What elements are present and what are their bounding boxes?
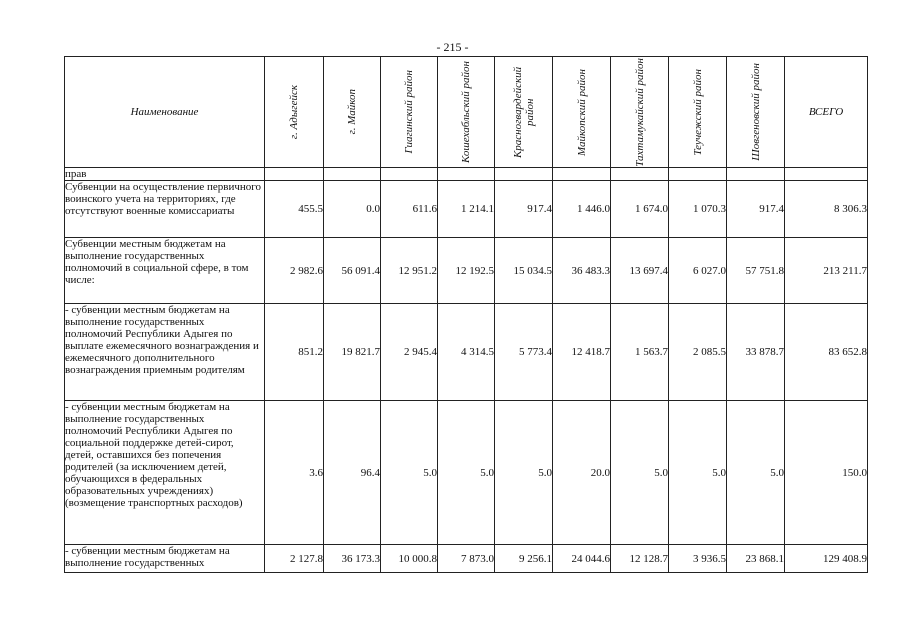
table-row	[65, 168, 868, 181]
row-name-cell: - субвенции местным бюджетам на выполнение государственных полномочий Республики Адыгея по социальной поддержке детей-сирот, детей, оставшихся без попечения родителей (за исключением детей, обучающихся в федеральных образовательных учреждениях) (возмещение транспортных расходов)	[65, 401, 265, 545]
value-cell: 611.6	[381, 181, 438, 238]
value-cell: 96.4	[324, 401, 381, 545]
value-cell: 12 951.2	[381, 238, 438, 304]
value-cell	[495, 168, 553, 181]
value-cell	[438, 168, 495, 181]
value-cell: 3 936.5	[669, 545, 727, 573]
value-cell: 12 192.5	[438, 238, 495, 304]
table-row	[65, 181, 868, 238]
row-name-cell: Субвенции на осуществление первичного воинского учета на территориях, где отсутствуют военные комиссариаты	[65, 181, 265, 238]
column-header: г. Майкоп	[324, 57, 381, 168]
total-value-cell: 8 306.3	[785, 181, 868, 238]
value-cell: 2 127.8	[265, 545, 324, 573]
row-name-cell: прав	[65, 168, 265, 181]
column-header: Кошехабльский район	[438, 57, 495, 168]
column-header: Тахтамукайский район	[611, 57, 669, 168]
value-cell: 5.0	[495, 401, 553, 545]
value-cell: 7 873.0	[438, 545, 495, 573]
value-cell: 4 314.5	[438, 304, 495, 401]
value-cell: 5.0	[669, 401, 727, 545]
value-cell: 56 091.4	[324, 238, 381, 304]
value-cell: 1 674.0	[611, 181, 669, 238]
total-value-cell: 150.0	[785, 401, 868, 545]
table-row	[65, 401, 868, 545]
total-column-header: ВСЕГО	[785, 57, 868, 168]
value-cell: 57 751.8	[727, 238, 785, 304]
value-cell: 0.0	[324, 181, 381, 238]
budget-table	[64, 56, 868, 573]
value-cell: 23 868.1	[727, 545, 785, 573]
header-row	[65, 57, 868, 168]
value-cell: 36 173.3	[324, 545, 381, 573]
table-row	[65, 238, 868, 304]
value-cell: 1 214.1	[438, 181, 495, 238]
value-cell: 5.0	[611, 401, 669, 545]
value-cell	[381, 168, 438, 181]
value-cell: 19 821.7	[324, 304, 381, 401]
value-cell	[324, 168, 381, 181]
value-cell: 1 070.3	[669, 181, 727, 238]
value-cell: 5.0	[727, 401, 785, 545]
value-cell: 851.2	[265, 304, 324, 401]
column-header: Майкопский район	[553, 57, 611, 168]
total-value-cell	[785, 168, 868, 181]
row-name-cell: - субвенции местным бюджетам на выполнение государственных	[65, 545, 265, 573]
value-cell: 5 773.4	[495, 304, 553, 401]
value-cell: 12 128.7	[611, 545, 669, 573]
name-column-header: Наименование	[65, 57, 265, 168]
table-row	[65, 545, 868, 573]
value-cell: 917.4	[727, 181, 785, 238]
value-cell: 10 000.8	[381, 545, 438, 573]
value-cell: 2 982.6	[265, 238, 324, 304]
column-header: Красногвардейский район	[495, 57, 553, 168]
value-cell: 455.5	[265, 181, 324, 238]
column-header: г. Адыгейск	[265, 57, 324, 168]
total-value-cell: 213 211.7	[785, 238, 868, 304]
total-value-cell: 129 408.9	[785, 545, 868, 573]
value-cell: 917.4	[495, 181, 553, 238]
value-cell: 13 697.4	[611, 238, 669, 304]
column-header: Шовгеновский район	[727, 57, 785, 168]
value-cell	[553, 168, 611, 181]
value-cell: 6 027.0	[669, 238, 727, 304]
column-header: Гиагинский район	[381, 57, 438, 168]
value-cell	[669, 168, 727, 181]
value-cell: 3.6	[265, 401, 324, 545]
value-cell: 2 945.4	[381, 304, 438, 401]
value-cell	[727, 168, 785, 181]
value-cell: 15 034.5	[495, 238, 553, 304]
value-cell: 12 418.7	[553, 304, 611, 401]
value-cell	[265, 168, 324, 181]
value-cell: 5.0	[438, 401, 495, 545]
value-cell: 1 446.0	[553, 181, 611, 238]
value-cell: 1 563.7	[611, 304, 669, 401]
value-cell: 2 085.5	[669, 304, 727, 401]
table-row	[65, 304, 868, 401]
value-cell: 33 878.7	[727, 304, 785, 401]
row-name-cell: - субвенции местным бюджетам на выполнение государственных полномочий Республики Адыгея по выплате ежемесячного вознаграждения и ежемесячного дополнительного вознаграждения приемным родителям	[65, 304, 265, 401]
value-cell: 24 044.6	[553, 545, 611, 573]
total-value-cell: 83 652.8	[785, 304, 868, 401]
value-cell: 20.0	[553, 401, 611, 545]
value-cell: 9 256.1	[495, 545, 553, 573]
value-cell: 5.0	[381, 401, 438, 545]
column-header: Теучежский район	[669, 57, 727, 168]
value-cell: 36 483.3	[553, 238, 611, 304]
row-name-cell: Субвенции местным бюджетам на выполнение государственных полномочий в социальной сфере, в том числе:	[65, 238, 265, 304]
value-cell	[611, 168, 669, 181]
page-number: - 215 -	[436, 40, 469, 54]
